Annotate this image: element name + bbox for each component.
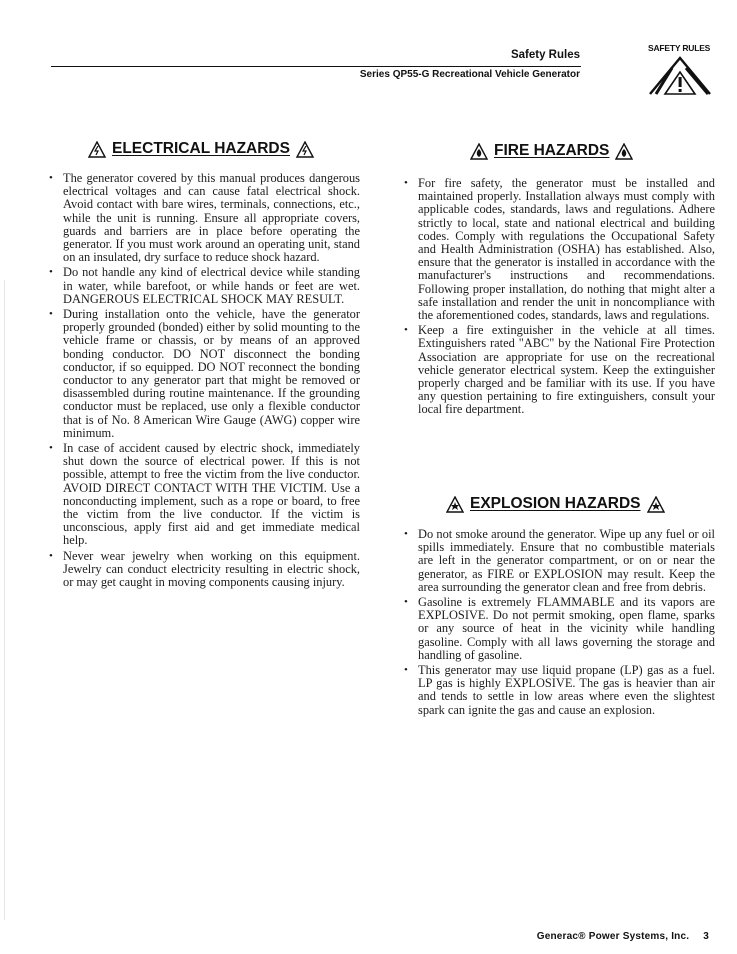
explosion-hazard-triangle-icon [647,496,665,513]
electrical-hazards-list [49,172,360,591]
page-footer [537,931,709,942]
list-item: • Never wear jewelry when working on this equipment. Jewelry can conduct electricity resulting in electric shock, or may get caught in moving components causing injury. [49,550,360,590]
list-item: • The generator covered by this manual produces dangerous electrical voltages and can cause fatal electrical shock. Avoid contact with bare wires, terminals, connections, etc., while the unit is running. Ensure all appropriate covers, guards and barriers are in place before operating the generator. If you must work around an operating unit, stand on an insulated, dry surface to reduce shock hazard. [49,172,360,264]
electrical-hazard-triangle-icon [296,141,314,158]
header-subtitle: Series QP55-G Recreational Vehicle Generator [359,69,580,80]
list-item: • For fire safety, the generator must be installed and maintained properly. Installation always must comply with applicable codes, standards, laws and regulations. Adhere strictly to local, state and national electrical and building codes. Comply with regulations the Occupational Safety and Health Administration (OSHA) has established. Also, ensure that the generator is installed in accordance with the manufacturer's instructions and recommendations. Following proper installation, do nothing that might alter a safe installation and render the unit in noncompliance with the aforementioned codes, standards, laws and regulations. [404,177,715,322]
fire-hazards-heading [470,142,633,160]
list-item: • This generator may use liquid propane (LP) gas as a fuel. LP gas is highly EXPLOSIVE. The gas is heavier than air and tends to settle in low areas where even the slightest spark can ignite the gas and cause an explosion. [404,664,715,717]
scan-edge [4,280,5,920]
list-item: • Do not smoke around the generator. Wipe up any fuel or oil spills immediately. Ensure that no combustible materials are left in the generator compartment, or on or near the generator, as FIRE or EXPLOSION may result. Keep the area surrounding the generator clean and free from debris. [404,528,715,594]
explosion-hazard-triangle-icon [446,496,464,513]
header-title: Safety Rules [510,49,580,61]
fire-hazard-triangle-icon [470,143,488,160]
footer-company: Generac® Power Systems, Inc. [536,931,690,942]
list-item: • During installation onto the vehicle, have the generator properly grounded (bonded) either by solid mounting to the vehicle frame or chassis, or by means of an approved bonding conductor. DO NOT disconnect the bonding conductor, if so equipped. DO NOT reconnect the bonding conductor to any generator part that might be removed or disassembled during routine maintenance. If the grounding conductor must be replaced, use only a flexible conductor that is of No. 8 American Wire Gauge (AWG) copper wire minimum. [49,308,360,440]
fire-hazards-list [404,177,715,419]
list-item: • Keep a fire extinguisher in the vehicle at all times. Extinguishers rated "ABC" by the National Fire Protection Association are appropriate for use on the recreational vehicle generator electrical system. Keep the extinguisher properly charged and be familiar with its use. If you have any question pertaining to fire extinguishers, consult your local fire department. [404,324,715,416]
electrical-hazards-title: ELECTRICAL HAZARDS [112,140,290,157]
explosion-hazards-title: EXPLOSION HAZARDS [470,495,641,512]
safety-alert-triangle-icon [646,54,716,98]
electrical-hazards-heading [88,140,314,158]
fire-hazard-triangle-icon [615,143,633,160]
electrical-hazard-triangle-icon [88,141,106,158]
page-number: 3 [703,931,709,942]
list-item: • Gasoline is extremely FLAMMABLE and its vapors are EXPLOSIVE. Do not permit smoking, open flame, sparks or any source of heat in the vicinity while handling gasoline. Comply with all laws governing the storage and handling of gasoline. [404,596,715,662]
list-item: • Do not handle any kind of electrical device while standing in water, while barefoot, or while hands or feet are wet. DANGEROUS ELECTRICAL SHOCK MAY RESULT. [49,266,360,306]
safety-rules-tag: SAFETY RULES [648,43,711,53]
explosion-hazards-heading [446,495,665,513]
list-item: • In case of accident caused by electric shock, immediately shut down the source of electrical power. If this is not possible, attempt to free the victim from the live conductor. AVOID DIRECT CONTACT WITH THE VICTIM. Use a nonconducting implement, such as a rope or board, to free the victim from the live conductor. If the victim is unconscious, apply first aid and get immediate medical help. [49,442,360,548]
explosion-hazards-list [404,528,715,719]
fire-hazards-title: FIRE HAZARDS [494,142,610,159]
header-rule [51,66,581,67]
